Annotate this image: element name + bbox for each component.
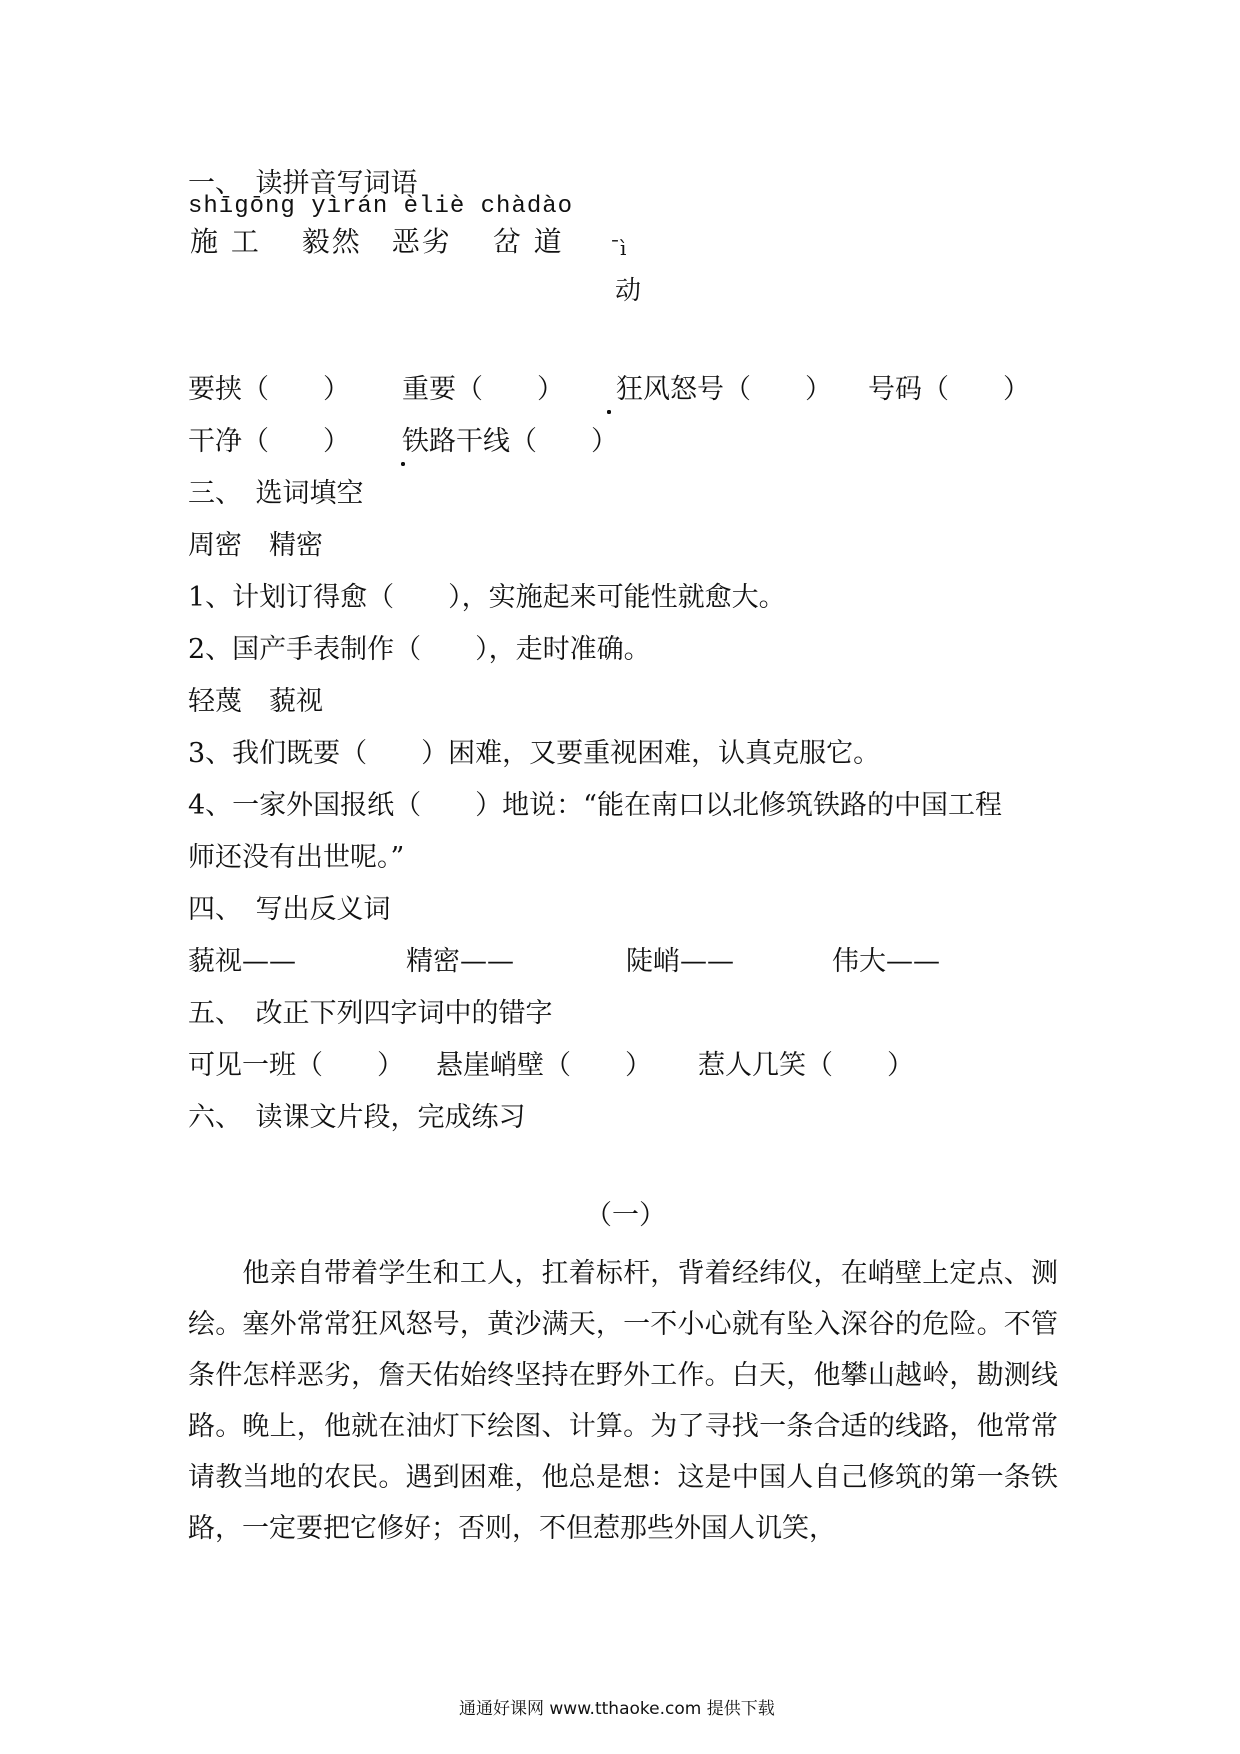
antonym-item: 陡峭—— [626,946,734,977]
footer-text: 通通好课网 www.tthaoke.com 提供下载 [459,1699,775,1719]
handwritten-chars-line: 施 工 毅然 恶劣 岔 道 [190,225,564,258]
word-group-2: 轻蔑 藐视 [188,686,323,717]
section4-title: 四、 写出反义词 [188,894,391,925]
extra-pinyin: ˉì [610,236,627,260]
polyphone-item-5: 干净（ ） [188,426,350,457]
antonym-item: 伟大—— [832,946,940,977]
section5-title: 五、 改正下列四字词中的错字 [188,998,553,1029]
polyphone-row-2 [188,424,618,460]
polyphone-item-2: 重要（ ） [402,374,564,405]
polyphone-row-1 [188,372,1030,408]
pinyin-line: shīgōng yìrán èliè chàdào [188,193,574,220]
polyphone-item-3: 狂风怒号（ ） [616,374,832,405]
antonym-item: 藐视—— [188,946,296,977]
question-3: 3、我们既要（ ）困难，又要重视困难，认真克服它。 [188,738,881,769]
typo-item: 惹人几笑（ ） [698,1050,914,1081]
antonym-item: 精密—— [406,946,514,977]
typo-item: 可见一班（ ） [188,1050,404,1081]
typo-item: 悬崖峭壁（ ） [436,1050,652,1081]
question-1: 1、计划订得愈（ ），实施起来可能性就愈大。 [188,582,786,613]
polyphone-item-6: 铁路干线（ ） [402,426,618,457]
polyphone-item-4: 号码（ ） [868,374,1030,405]
question-2: 2、国产手表制作（ ），走时准确。 [188,634,651,665]
word-group-1: 周密 精密 [188,530,323,561]
passage-subtitle: （一） [585,1200,666,1231]
section3-title: 三、 选词填空 [188,478,364,509]
polyphone-item-1: 要挟（ ） [188,374,350,405]
question-4-line-2: 师还没有出世呢。” [188,842,405,873]
question-4-line-1: 4、一家外国报纸（ ）地说：“能在南口以北修筑铁路的中国工程 [188,790,1002,821]
section6-title: 六、 读课文片段，完成练习 [188,1102,526,1133]
extra-char: 动 [615,276,642,306]
reading-passage: 他亲自带着学生和工人，扛着标杆，背着经纬仪，在峭壁上定点、测绘。塞外常常狂风怒号，黄沙满天，一不小心就有坠入深谷的危险。不管条件怎样恶劣，詹天佑始终坚持在野外工作。白天，他攀山越岭，勘测线路。晚上，他就在油灯下绘图、计算。为了寻找一条合适的线路，他常常请教当地的农民。遇到困难，他总是想：这是中国人自己修筑的第一条铁路，一定要把它修好；否则，不但惹那些外国人讥笑， [188,1258,1058,1544]
section1-title: 一、 读拼音写词语 [188,168,418,199]
